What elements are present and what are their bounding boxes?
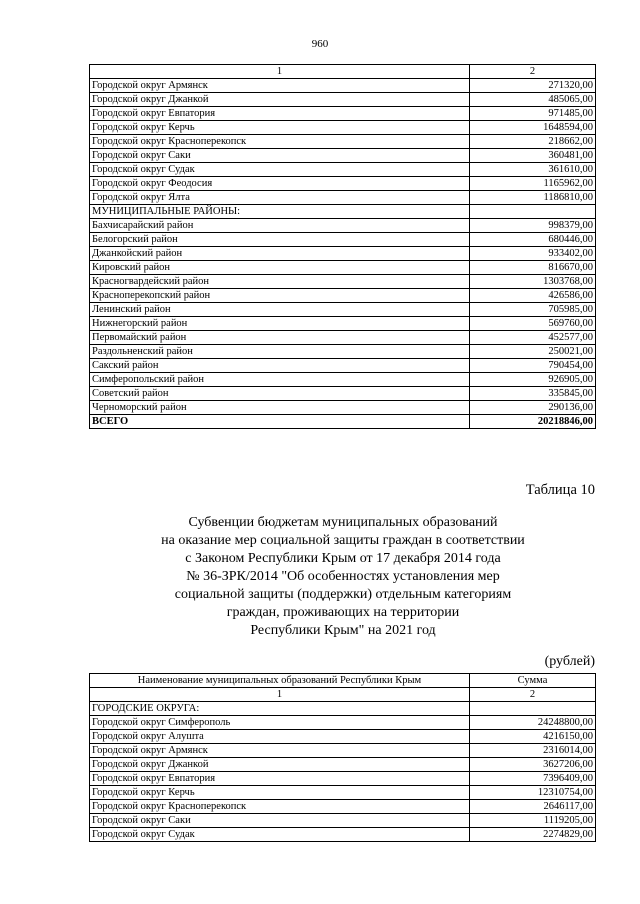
column-header-sum: Сумма bbox=[470, 674, 596, 688]
title-line: социальной защиты (поддержки) отдельным категориям bbox=[174, 587, 512, 602]
municipality-name: Первомайский район bbox=[90, 331, 470, 345]
amount-value: 426586,00 bbox=[470, 289, 596, 303]
amount-value: 816670,00 bbox=[470, 261, 596, 275]
table-row bbox=[90, 758, 596, 772]
amount-value: 1165962,00 bbox=[470, 177, 596, 191]
table-row bbox=[90, 800, 596, 814]
amount-value: 290136,00 bbox=[470, 401, 596, 415]
municipality-name: Городской округ Армянск bbox=[90, 79, 470, 93]
amount-value: 2316014,00 bbox=[470, 744, 596, 758]
municipality-name: Городской округ Керчь bbox=[90, 121, 470, 135]
amount-value bbox=[470, 205, 596, 219]
amount-value: 1648594,00 bbox=[470, 121, 596, 135]
title-line: Республики Крым" на 2021 год bbox=[250, 623, 436, 638]
amount-value: 7396409,00 bbox=[470, 772, 596, 786]
amount-value: 271320,00 bbox=[470, 79, 596, 93]
table-row bbox=[90, 331, 596, 345]
municipality-name: Симферопольский район bbox=[90, 373, 470, 387]
amount-value: 1186810,00 bbox=[470, 191, 596, 205]
table-row bbox=[90, 716, 596, 730]
municipality-name: Городской округ Евпатория bbox=[90, 107, 470, 121]
municipality-name: Бахчисарайский район bbox=[90, 219, 470, 233]
table-row bbox=[90, 345, 596, 359]
amount-value: 998379,00 bbox=[470, 219, 596, 233]
municipality-name: Городской округ Саки bbox=[90, 149, 470, 163]
page-number: 960 bbox=[311, 38, 329, 50]
municipality-name: Раздольненский район bbox=[90, 345, 470, 359]
amount-value: 971485,00 bbox=[470, 107, 596, 121]
amount-value: 24248800,00 bbox=[470, 716, 596, 730]
amount-value bbox=[470, 702, 596, 716]
amount-value: 361610,00 bbox=[470, 163, 596, 177]
amount-value: 2274829,00 bbox=[470, 828, 596, 842]
table-row bbox=[90, 702, 596, 716]
table-label: Таблица 10 bbox=[525, 482, 595, 498]
table-row bbox=[90, 289, 596, 303]
amount-value: 790454,00 bbox=[470, 359, 596, 373]
amount-value: 250021,00 bbox=[470, 345, 596, 359]
municipality-name: Городской округ Алушта bbox=[90, 730, 470, 744]
table-row bbox=[90, 121, 596, 135]
municipality-name: Сакский район bbox=[90, 359, 470, 373]
table-row bbox=[90, 79, 596, 93]
amount-value: 1303768,00 bbox=[470, 275, 596, 289]
column-number-1: 1 bbox=[90, 688, 470, 702]
municipality-name: Кировский район bbox=[90, 261, 470, 275]
amount-value: 569760,00 bbox=[470, 317, 596, 331]
column-header-name: Наименование муниципальных образований Республики Крым bbox=[90, 674, 470, 688]
municipality-name: Нижнегорский район bbox=[90, 317, 470, 331]
subvention-table-10 bbox=[89, 673, 596, 842]
municipality-name: Городской округ Армянск bbox=[90, 744, 470, 758]
table-row bbox=[90, 814, 596, 828]
municipality-name: Красноперекопский район bbox=[90, 289, 470, 303]
municipality-name: Советский район bbox=[90, 387, 470, 401]
municipality-name: Городской округ Красноперекопск bbox=[90, 800, 470, 814]
table-row bbox=[90, 275, 596, 289]
amount-value: 485065,00 bbox=[470, 93, 596, 107]
table-row bbox=[90, 93, 596, 107]
table-row bbox=[90, 387, 596, 401]
municipality-name: МУНИЦИПАЛЬНЫЕ РАЙОНЫ: bbox=[90, 205, 470, 219]
column-number-2: 2 bbox=[470, 688, 596, 702]
title-line: Субвенции бюджетам муниципальных образований bbox=[188, 515, 498, 530]
municipality-name: Городской округ Судак bbox=[90, 163, 470, 177]
total-label: ВСЕГО bbox=[90, 415, 470, 429]
amount-value: 3627206,00 bbox=[470, 758, 596, 772]
unit-label: (рублей) bbox=[544, 654, 595, 669]
municipality-name: Джанкойский район bbox=[90, 247, 470, 261]
table-row bbox=[90, 149, 596, 163]
municipality-name: Городской округ Судак bbox=[90, 828, 470, 842]
table-row bbox=[90, 247, 596, 261]
table-row bbox=[90, 233, 596, 247]
municipality-name: Городской округ Феодосия bbox=[90, 177, 470, 191]
table-row bbox=[90, 135, 596, 149]
amount-value: 360481,00 bbox=[470, 149, 596, 163]
municipality-name: Городской округ Саки bbox=[90, 814, 470, 828]
municipality-name: Городской округ Джанкой bbox=[90, 758, 470, 772]
amount-value: 1119205,00 bbox=[470, 814, 596, 828]
column-number-row bbox=[90, 65, 596, 79]
total-value: 20218846,00 bbox=[470, 415, 596, 429]
column-number-1: 1 bbox=[90, 65, 470, 79]
table-row bbox=[90, 359, 596, 373]
subvention-table-continued bbox=[89, 64, 596, 429]
amount-value: 680446,00 bbox=[470, 233, 596, 247]
municipality-name: Черноморский район bbox=[90, 401, 470, 415]
table-row bbox=[90, 219, 596, 233]
municipality-name: Городской округ Красноперекопск bbox=[90, 135, 470, 149]
amount-value: 12310754,00 bbox=[470, 786, 596, 800]
table-row bbox=[90, 303, 596, 317]
table-row bbox=[90, 261, 596, 275]
title-line: № 36-ЗРК/2014 "Об особенностях установления мер bbox=[186, 569, 500, 584]
column-header-row bbox=[90, 674, 596, 688]
title-line: граждан, проживающих на территории bbox=[226, 605, 460, 620]
table-row bbox=[90, 401, 596, 415]
table-row bbox=[90, 191, 596, 205]
table-row bbox=[90, 107, 596, 121]
amount-value: 218662,00 bbox=[470, 135, 596, 149]
table-row bbox=[90, 177, 596, 191]
table-row bbox=[90, 744, 596, 758]
amount-value: 335845,00 bbox=[470, 387, 596, 401]
table-row bbox=[90, 317, 596, 331]
table-row bbox=[90, 205, 596, 219]
municipality-name: Городской округ Евпатория bbox=[90, 772, 470, 786]
table-title bbox=[90, 514, 596, 640]
municipality-name: ГОРОДСКИЕ ОКРУГА: bbox=[90, 702, 470, 716]
amount-value: 4216150,00 bbox=[470, 730, 596, 744]
table-row bbox=[90, 730, 596, 744]
amount-value: 926905,00 bbox=[470, 373, 596, 387]
title-line: на оказание мер социальной защиты граждан в соответствии bbox=[161, 533, 525, 548]
municipality-name: Ленинский район bbox=[90, 303, 470, 317]
title-line: с Законом Республики Крым от 17 декабря 2014 года bbox=[185, 551, 501, 566]
amount-value: 705985,00 bbox=[470, 303, 596, 317]
amount-value: 933402,00 bbox=[470, 247, 596, 261]
table-row bbox=[90, 163, 596, 177]
column-number-2: 2 bbox=[470, 65, 596, 79]
table-row bbox=[90, 373, 596, 387]
table-row bbox=[90, 828, 596, 842]
municipality-name: Красногвардейский район bbox=[90, 275, 470, 289]
amount-value: 452577,00 bbox=[470, 331, 596, 345]
municipality-name: Городской округ Ялта bbox=[90, 191, 470, 205]
municipality-name: Городской округ Джанкой bbox=[90, 93, 470, 107]
table-row bbox=[90, 772, 596, 786]
amount-value: 2646117,00 bbox=[470, 800, 596, 814]
total-row bbox=[90, 415, 596, 429]
municipality-name: Белогорский район bbox=[90, 233, 470, 247]
column-number-row bbox=[90, 688, 596, 702]
table-row bbox=[90, 786, 596, 800]
municipality-name: Городской округ Симферополь bbox=[90, 716, 470, 730]
municipality-name: Городской округ Керчь bbox=[90, 786, 470, 800]
